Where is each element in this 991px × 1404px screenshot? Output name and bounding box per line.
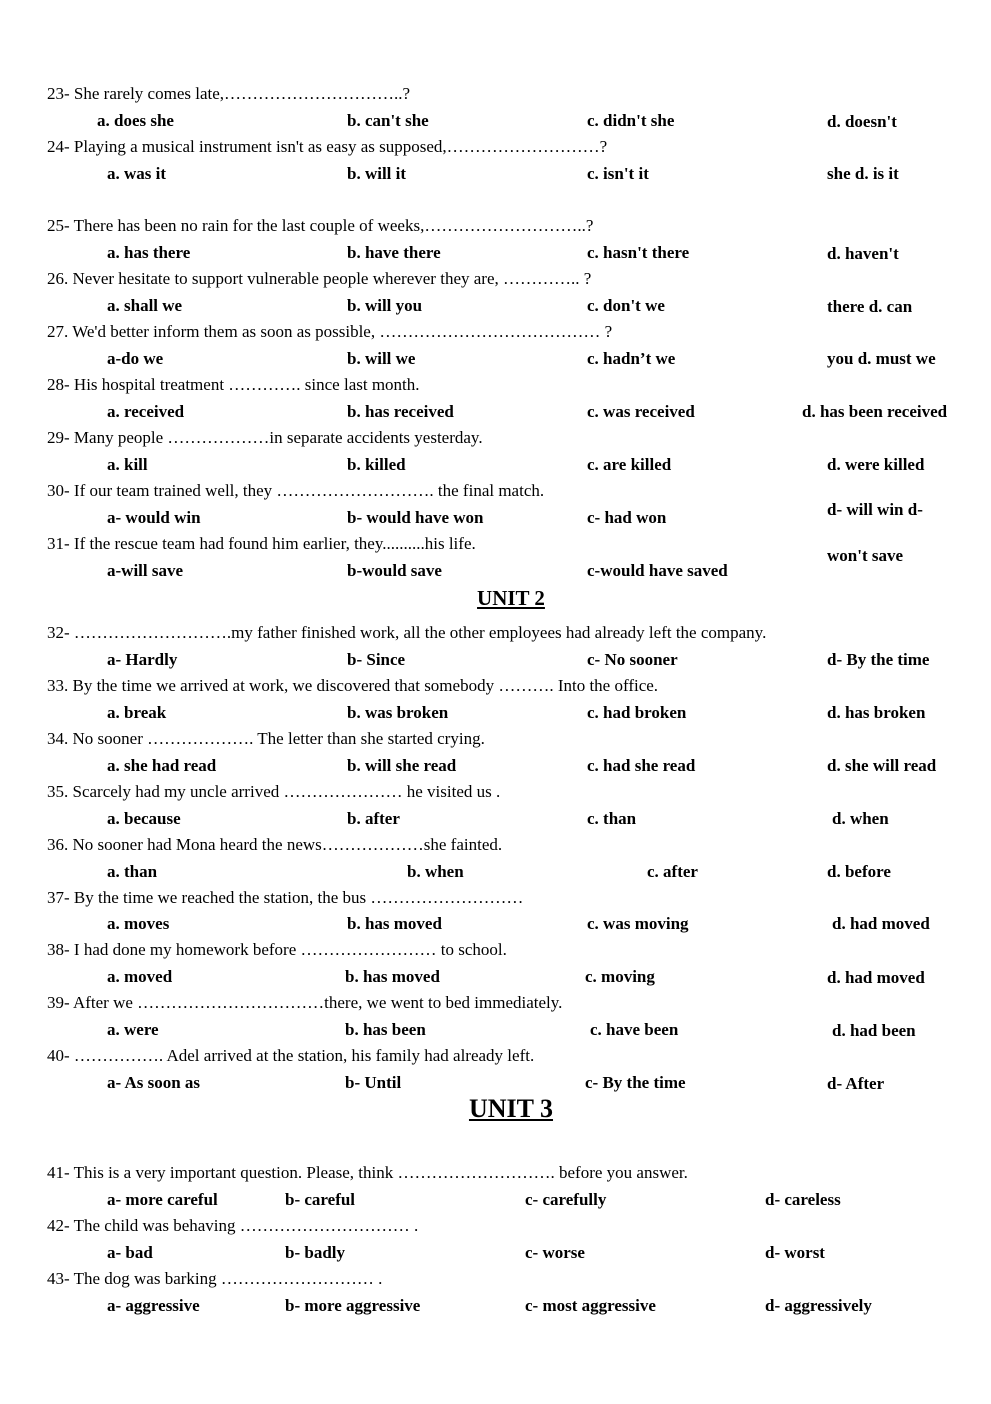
option-d: d. has broken	[827, 703, 926, 722]
option-d: d. has been received	[802, 402, 948, 421]
question-40: 40- ……………. Adel arrived at the station, his family had already left.	[47, 1046, 535, 1065]
option-a: a. received	[107, 402, 185, 421]
option-a: a. she had read	[107, 756, 217, 775]
option-d: d- After	[827, 1074, 885, 1093]
option-b: b. has received	[347, 402, 454, 421]
question-33: 33. By the time we arrived at work, we discovered that somebody ………. Into the office.	[47, 676, 659, 695]
option-a: a-will save	[107, 561, 184, 580]
option-d: there d. can	[827, 297, 913, 316]
question-29: 29- Many people ………………in separate accidents yesterday.	[47, 428, 483, 447]
option-b: b. was broken	[347, 703, 449, 722]
option-d: d. had been	[832, 1021, 916, 1040]
question-26: 26. Never hesitate to support vulnerable people wherever they are, ………….. ?	[47, 269, 592, 288]
question-27: 27. We'd better inform them as soon as possible, ………………………………… ?	[47, 322, 613, 341]
question-35: 35. Scarcely had my uncle arrived ………………… he visited us .	[47, 782, 501, 801]
option-c: c- most aggressive	[525, 1296, 656, 1315]
option-c: c- worse	[525, 1243, 585, 1262]
option-b: b- would have won	[347, 508, 484, 527]
option-b: b-would save	[347, 561, 442, 580]
option-a: a. was it	[107, 164, 167, 183]
option-c: c. after	[647, 862, 698, 881]
option-d: d. before	[827, 862, 891, 881]
option-d: d. she will read	[827, 756, 937, 775]
option-c: c. had broken	[587, 703, 687, 722]
option-d: d. had moved	[827, 968, 925, 987]
option-d: d- By the time	[827, 650, 930, 669]
option-a: a- would win	[107, 508, 201, 527]
question-25: 25- There has been no rain for the last couple of weeks,………………………..?	[47, 216, 594, 235]
option-a: a. does she	[97, 111, 174, 130]
option-a: a. because	[107, 809, 181, 828]
option-c: c-would have saved	[587, 561, 728, 580]
option-d: d- will win d-	[827, 500, 923, 519]
option-d: d. haven't	[827, 244, 899, 263]
option-a: a. shall we	[107, 296, 183, 315]
option-c: c. hadn’t we	[587, 349, 676, 368]
option-c: c- had won	[587, 508, 667, 527]
option-a: a- bad	[107, 1243, 153, 1262]
option-d: won't save	[827, 546, 904, 565]
option-b: b- badly	[285, 1243, 345, 1262]
question-36: 36. No sooner had Mona heard the news………………she fainted.	[47, 835, 503, 854]
option-b: b. can't she	[347, 111, 429, 130]
option-a: a- more careful	[107, 1190, 218, 1209]
option-a: a- Hardly	[107, 650, 178, 669]
option-d: you d. must we	[827, 349, 936, 368]
option-c: c. hasn't there	[587, 243, 690, 262]
unit-3-heading: UNIT 3	[468, 1094, 554, 1123]
option-d: d. when	[832, 809, 889, 828]
question-30: 30- If our team trained well, they ………………………. the final match.	[47, 481, 545, 500]
option-a: a- As soon as	[107, 1073, 201, 1092]
option-d: d- aggressively	[765, 1296, 872, 1315]
option-c: c- carefully	[525, 1190, 607, 1209]
option-a: a. kill	[107, 455, 148, 474]
option-d: d. were killed	[827, 455, 925, 474]
option-a: a. moves	[107, 914, 170, 933]
option-a: a. break	[107, 703, 167, 722]
option-d: d- careless	[765, 1190, 841, 1209]
option-a: a-do we	[107, 349, 164, 368]
option-c: c. moving	[585, 967, 655, 986]
option-c: c- No sooner	[587, 650, 678, 669]
option-a: a. moved	[107, 967, 173, 986]
option-d: d. had moved	[832, 914, 930, 933]
question-24: 24- Playing a musical instrument isn't as easy as supposed,………………………?	[47, 137, 608, 156]
option-c: c. isn't it	[587, 164, 649, 183]
option-b: b. after	[347, 809, 400, 828]
option-b: b. have there	[347, 243, 441, 262]
option-c: c. don't we	[587, 296, 665, 315]
option-b: b. killed	[347, 455, 406, 474]
option-a: a. has there	[107, 243, 191, 262]
option-b: b. will we	[347, 349, 416, 368]
unit-2-heading: UNIT 2	[477, 586, 545, 610]
option-b: b. has been	[345, 1020, 426, 1039]
question-34: 34. No sooner ………………. The letter than she started crying.	[47, 729, 485, 748]
question-31: 31- If the rescue team had found him earlier, they..........his life.	[47, 534, 476, 553]
option-c: c. are killed	[587, 455, 672, 474]
option-b: b. will she read	[347, 756, 457, 775]
option-c: c. have been	[590, 1020, 679, 1039]
question-32: 32- ……………………….my father finished work, all the other employees had already left the company.	[47, 623, 767, 642]
option-b: b. has moved	[347, 914, 442, 933]
question-38: 38- I had done my homework before …………………… to school.	[47, 940, 507, 959]
option-b: b. will you	[347, 296, 423, 315]
option-c: c. was moving	[587, 914, 689, 933]
question-39: 39- After we ……………………………there, we went to bed immediately.	[47, 993, 563, 1012]
option-d: d- worst	[765, 1243, 825, 1262]
option-c: c. had she read	[587, 756, 696, 775]
option-d: she d. is it	[827, 164, 899, 183]
question-42: 42- The child was behaving ………………………… .	[47, 1216, 419, 1235]
option-a: a- aggressive	[107, 1296, 200, 1315]
option-b: b- careful	[285, 1190, 356, 1209]
question-28: 28- His hospital treatment …………. since last month.	[47, 375, 420, 394]
option-b: b. when	[407, 862, 464, 881]
option-a: a. were	[107, 1020, 159, 1039]
option-b: b. has moved	[345, 967, 440, 986]
option-b: b. will it	[347, 164, 407, 183]
question-23: 23- She rarely comes late,…………………………..?	[47, 84, 411, 103]
option-c: c- By the time	[585, 1073, 686, 1092]
option-c: c. didn't she	[587, 111, 675, 130]
option-c: c. was received	[587, 402, 695, 421]
question-41: 41- This is a very important question. Please, think ………………………. before you answer.	[47, 1163, 688, 1182]
option-b: b- Since	[347, 650, 406, 669]
option-b: b- Until	[345, 1073, 402, 1092]
option-b: b- more aggressive	[285, 1296, 421, 1315]
question-37: 37- By the time we reached the station, the bus ………………………	[47, 888, 524, 907]
option-d: d. doesn't	[827, 112, 897, 131]
option-c: c. than	[587, 809, 637, 828]
question-43: 43- The dog was barking ……………………… .	[47, 1269, 383, 1288]
option-a: a. than	[107, 862, 158, 881]
